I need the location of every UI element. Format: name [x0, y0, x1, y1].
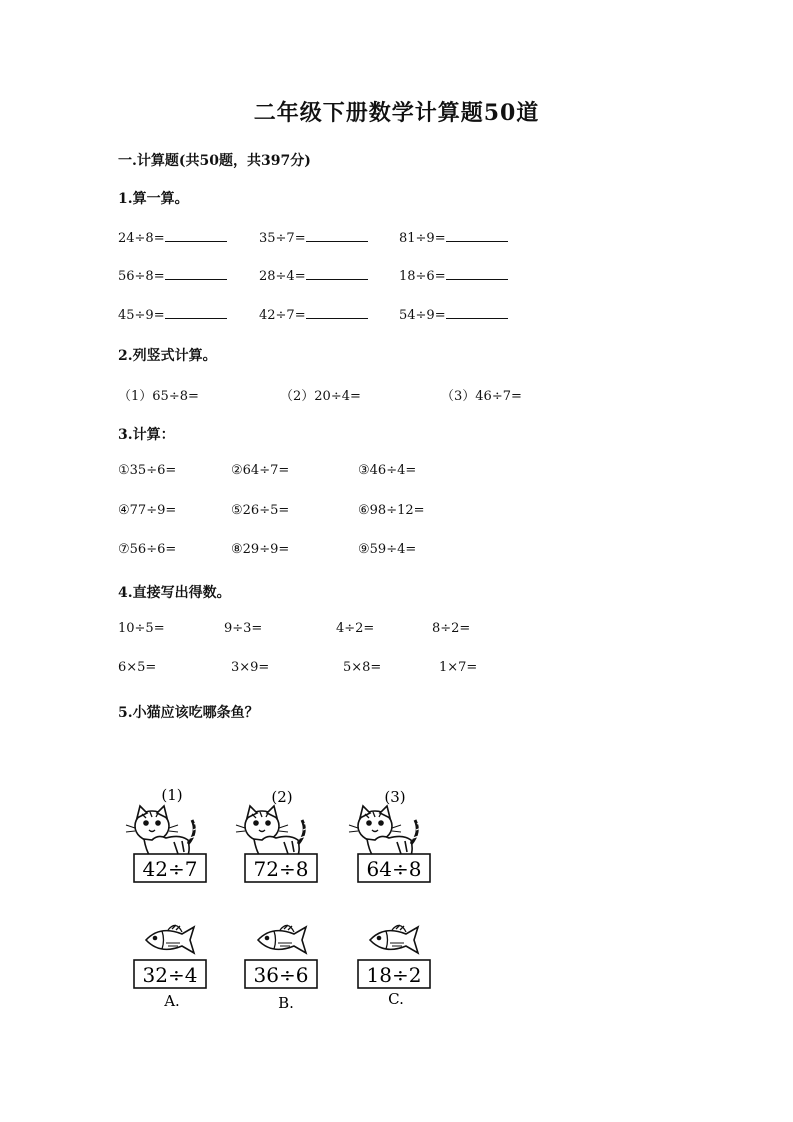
- cat-label: (3): [384, 788, 406, 806]
- section-heading: 一.计算题(共50题，共397分): [118, 153, 311, 169]
- fish-expression: 32÷4: [142, 963, 198, 987]
- q4-item: 3×9=: [231, 660, 270, 675]
- q1-item: 35÷7=: [259, 229, 368, 246]
- q1-item: 45÷9=: [118, 306, 227, 323]
- q1-item: 28÷4=: [259, 267, 368, 284]
- cat-label: (1): [161, 786, 183, 804]
- q4-item: 6×5=: [118, 660, 157, 675]
- q2-heading: 2.列竖式计算。: [118, 348, 217, 364]
- q5-heading: 5.小猫应该吃哪条鱼？: [118, 705, 259, 721]
- q1-item: 18÷6=: [399, 267, 508, 284]
- q3-heading: 3.计算：: [118, 427, 175, 443]
- fish-label: B.: [278, 994, 294, 1012]
- q3-item: ⑦56÷6=: [118, 542, 177, 557]
- q4-item: 4÷2=: [336, 621, 375, 636]
- fish-icon: [258, 925, 306, 953]
- fish-expression: 36÷6: [253, 963, 309, 987]
- cat-expression: 72÷8: [253, 857, 309, 881]
- cat-expression: 42÷7: [142, 857, 198, 881]
- q2-item: （1）65÷8=: [118, 389, 199, 404]
- q3-item: ⑤26÷5=: [231, 503, 290, 518]
- q1-item: 81÷9=: [399, 229, 508, 246]
- q1-item: 56÷8=: [118, 267, 227, 284]
- q3-item: ①35÷6=: [118, 463, 177, 478]
- fish-expression: 18÷2: [366, 963, 422, 987]
- fish-icon: [146, 925, 194, 953]
- q3-item: ④77÷9=: [118, 503, 177, 518]
- q4-heading: 4.直接写出得数。: [118, 585, 231, 601]
- q3-item: ⑨59÷4=: [358, 542, 417, 557]
- q4-item: 5×8=: [343, 660, 382, 675]
- fish-icon: [370, 925, 418, 953]
- q3-item: ⑧29÷9=: [231, 542, 290, 557]
- cat-expression: 64÷8: [366, 857, 422, 881]
- q1-heading: 1.算一算。: [118, 191, 189, 207]
- cats-fish-illustration: [110, 770, 450, 1030]
- q4-item: 1×7=: [439, 660, 478, 675]
- q4-item: 10÷5=: [118, 621, 165, 636]
- q1-item: 54÷9=: [399, 306, 508, 323]
- page-title: 二年级下册数学计算题50道: [253, 100, 540, 126]
- q2-item: （2）20÷4=: [280, 389, 361, 404]
- q1-item: 24÷8=: [118, 229, 227, 246]
- fish-label: C.: [388, 990, 404, 1008]
- q3-item: ③46÷4=: [358, 463, 417, 478]
- q1-item: 42÷7=: [259, 306, 368, 323]
- fish-label: A.: [164, 992, 180, 1010]
- q4-item: 9÷3=: [224, 621, 263, 636]
- q4-item: 8÷2=: [432, 621, 471, 636]
- q3-item: ②64÷7=: [231, 463, 290, 478]
- cat-label: (2): [271, 788, 293, 806]
- q3-item: ⑥98÷12=: [358, 503, 425, 518]
- q2-item: （3）46÷7=: [441, 389, 522, 404]
